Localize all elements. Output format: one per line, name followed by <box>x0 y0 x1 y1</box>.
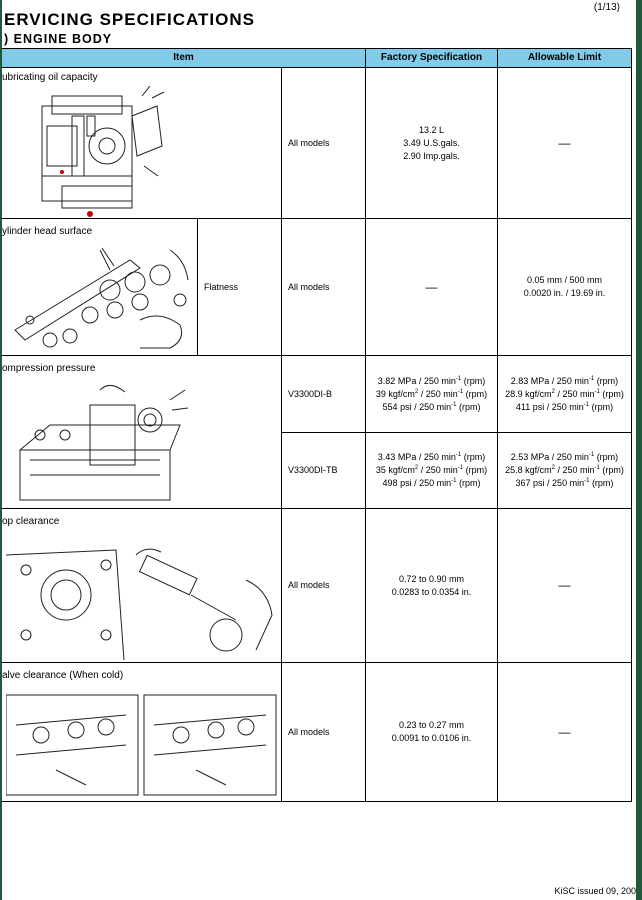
valve-clearance-illustration <box>6 685 278 799</box>
row-compression-limit-2 <box>498 433 632 509</box>
factory-line: 3.43 MPa / 250 $\min^{-1} (rpm)$ <box>377 452 486 462</box>
header-allowable-limit: Allowable Limit <box>498 48 632 68</box>
factory-line: 2.90 Imp.gals. <box>403 150 460 161</box>
row-head-factory: — <box>366 219 498 356</box>
row-oil-limit: — <box>498 68 632 219</box>
row-head-limit <box>498 219 632 356</box>
factory-line: 0.0091 to 0.0106 in. <box>391 733 472 743</box>
row-valve-clearance-limit: — <box>498 663 632 802</box>
row-label: ubricating oil capacity <box>2 72 98 83</box>
row-top-clearance-model: All models <box>282 509 366 663</box>
compression-gauge-illustration <box>10 380 190 506</box>
section-title: ) ENGINE BODY <box>4 32 113 46</box>
factory-line: 39 kgf/$cm^2 / 250$ $\min^{-1} (rpm)$ <box>375 388 488 399</box>
limit-line: 367 psi / 250 $\min^{-1} (rpm)$ <box>515 478 614 488</box>
row-oil-factory <box>366 68 498 219</box>
limit-line: 0.05 mm / 500 mm <box>526 275 603 285</box>
limit-line: 2.83 MPa / 250 $\min^{-1} (rpm)$ <box>510 375 619 386</box>
row-compression-model-1: V3300DI-B <box>282 356 366 433</box>
row-valve-clearance-factory <box>366 663 498 802</box>
factory-line: 3.82 MPa / 250 $\min^{-1} (rpm)$ <box>377 375 486 386</box>
limit-line: 411 psi / 250 $\min^{-1} (rpm)$ <box>515 401 614 412</box>
row-top-clearance-factory <box>366 509 498 663</box>
factory-line: 13.2 L <box>418 124 445 135</box>
row-compression-factory-2 <box>366 433 498 509</box>
row-label: alve clearance (When cold) <box>2 670 124 681</box>
header-item: Item <box>2 48 366 68</box>
spec-page <box>2 0 636 900</box>
row-label: op clearance <box>2 516 60 527</box>
page-title: ERVICING SPECIFICATIONS <box>4 10 255 29</box>
header-factory-spec: Factory Specification <box>366 48 498 68</box>
row-compression-limit-1 <box>498 356 632 433</box>
row-head-sub: Flatness <box>198 219 282 356</box>
row-head-model: All models <box>282 219 366 356</box>
micrometer-illustration <box>6 540 278 660</box>
row-compression-factory-1 <box>366 356 498 433</box>
row-label: ylinder head surface <box>2 226 93 237</box>
cylinder-head-illustration <box>10 240 194 352</box>
factory-line: 554 psi / 250 $\min^{-1} (rpm)$ <box>382 401 481 412</box>
factory-line: 0.23 to 0.27 mm <box>398 720 465 730</box>
factory-line: 3.49 U.S.gals. <box>403 137 460 148</box>
row-oil-model: All models <box>282 68 366 219</box>
factory-line: 35 kgf/$cm^2 / 250$ $\min^{-1} (rpm)$ <box>375 465 488 475</box>
factory-line: 0.72 to 0.90 mm <box>398 573 465 584</box>
limit-line: 28.9 kgf/$cm^2 / 250$ $\min^{-1} (rpm)$ <box>505 388 624 399</box>
row-valve-clearance-model: All models <box>282 663 366 802</box>
limit-line: 2.53 MPa / 250 $\min^{-1} (rpm)$ <box>510 452 619 462</box>
row-compression-model-2: V3300DI-TB <box>282 433 366 509</box>
limit-line: 0.0020 in. / 19.69 in. <box>523 288 606 298</box>
row-top-clearance-limit: — <box>498 509 632 663</box>
factory-line: 498 psi / 250 $\min^{-1} (rpm)$ <box>382 478 481 488</box>
engine-illustration <box>32 86 172 218</box>
limit-line: 25.8 kgf/$cm^2 / 250$ $\min^{-1} (rpm)$ <box>505 465 624 475</box>
row-label: ompression pressure <box>2 363 96 374</box>
issue-footer: KiSC issued 09, 200 <box>554 886 636 896</box>
page-number: (1/13) <box>593 2 620 13</box>
factory-line: 0.0283 to 0.0354 in. <box>391 586 472 597</box>
